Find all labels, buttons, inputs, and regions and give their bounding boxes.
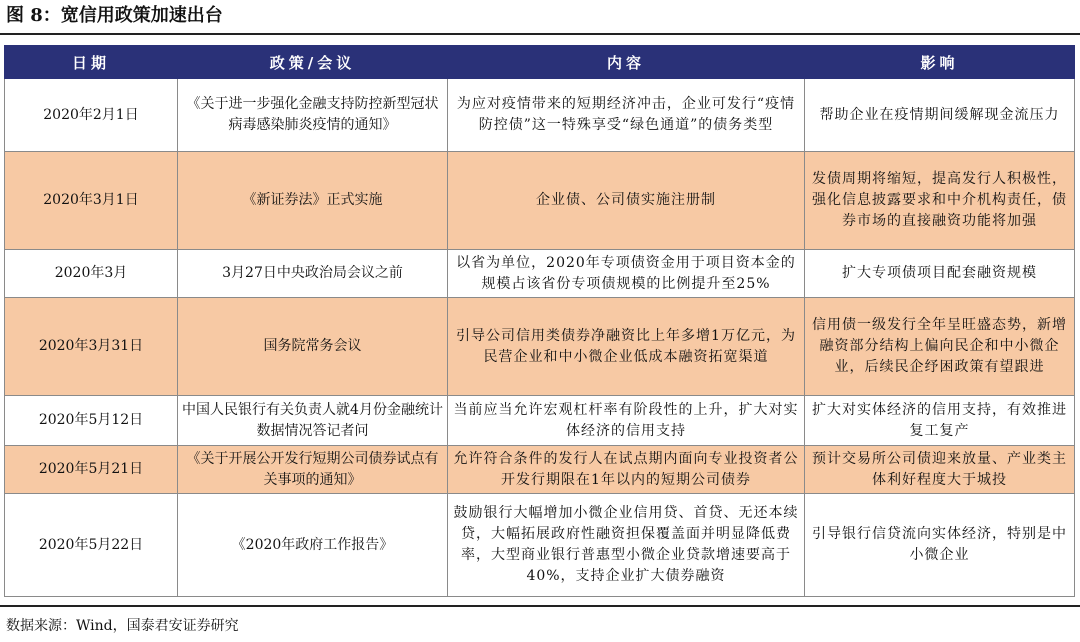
table-row (5, 446, 1075, 494)
cell-impact: 帮助企业在疫情期间缓解现金流压力 (805, 79, 1075, 152)
table-row (5, 298, 1075, 396)
cell-policy: 3月27日中央政治局会议之前 (178, 250, 448, 298)
cell-policy: 《关于进一步强化金融支持防控新型冠状病毒感染肺炎疫情的通知》 (178, 79, 448, 152)
cell-date: 2020年5月22日 (5, 494, 178, 597)
cell-date: 2020年5月12日 (5, 396, 178, 446)
cell-policy: 国务院常务会议 (178, 298, 448, 396)
cell-date: 2020年5月21日 (5, 446, 178, 494)
cell-impact: 发债周期将缩短，提高发行人积极性，强化信息披露要求和中介机构责任，债券市场的直接融资功能将加强 (805, 152, 1075, 250)
cell-content: 引导公司信用类债券净融资比上年多增1万亿元，为民营企业和中小微企业低成本融资拓宽渠道 (448, 298, 805, 396)
cell-date: 2020年2月1日 (5, 79, 178, 152)
header-impact: 影响 (805, 46, 1075, 79)
cell-content: 允许符合条件的发行人在试点期内面向专业投资者公开发行期限在1年以内的短期公司债券 (448, 446, 805, 494)
cell-impact: 扩大专项债项目配套融资规模 (805, 250, 1075, 298)
source-note: 数据来源：Wind，国泰君安证券研究 (6, 618, 239, 634)
table-row (5, 152, 1075, 250)
cell-date: 2020年3月 (5, 250, 178, 298)
table-row (5, 396, 1075, 446)
cell-policy: 中国人民银行有关负责人就4月份金融统计数据情况答记者问 (178, 396, 448, 446)
table-row (5, 250, 1075, 298)
cell-policy: 《2020年政府工作报告》 (178, 494, 448, 597)
cell-content: 鼓励银行大幅增加小微企业信用贷、首贷、无还本续贷，大幅拓展政府性融资担保覆盖面并明显降低费率，大型商业银行普惠型小微企业贷款增速要高于40%，支持企业扩大债券融资 (448, 494, 805, 597)
cell-date: 2020年3月1日 (5, 152, 178, 250)
table-row (5, 494, 1075, 597)
cell-date: 2020年3月31日 (5, 298, 178, 396)
cell-content: 为应对疫情带来的短期经济冲击，企业可发行“疫情防控债”这一特殊享受“绿色通道”的债务类型 (448, 79, 805, 152)
cell-policy: 《关于开展公开发行短期公司债券试点有关事项的通知》 (178, 446, 448, 494)
cell-policy: 《新证券法》正式实施 (178, 152, 448, 250)
header-policy: 政策/会议 (178, 46, 448, 79)
header-date: 日期 (5, 46, 178, 79)
title-divider (0, 33, 1080, 35)
cell-content: 当前应当允许宏观杠杆率有阶段性的上升，扩大对实体经济的信用支持 (448, 396, 805, 446)
header-content: 内容 (448, 46, 805, 79)
cell-impact: 引导银行信贷流向实体经济，特别是中小微企业 (805, 494, 1075, 597)
cell-impact: 信用债一级发行全年呈旺盛态势，新增融资部分结构上偏向民企和中小微企业，后续民企纾困政策有望跟进 (805, 298, 1075, 396)
cell-impact: 预计交易所公司债迎来放量、产业类主体利好程度大于城投 (805, 446, 1075, 494)
cell-content: 企业债、公司债实施注册制 (448, 152, 805, 250)
table-row (5, 79, 1075, 152)
bottom-divider (0, 605, 1080, 607)
table-header-row (5, 46, 1075, 79)
figure-title: 图 8：宽信用政策加速出台 (6, 5, 223, 26)
cell-impact: 扩大对实体经济的信用支持，有效推进复工复产 (805, 396, 1075, 446)
cell-content: 以省为单位，2020年专项债资金用于项目资本金的规模占该省份专项债规模的比例提升至25% (448, 250, 805, 298)
policy-table (4, 45, 1075, 597)
